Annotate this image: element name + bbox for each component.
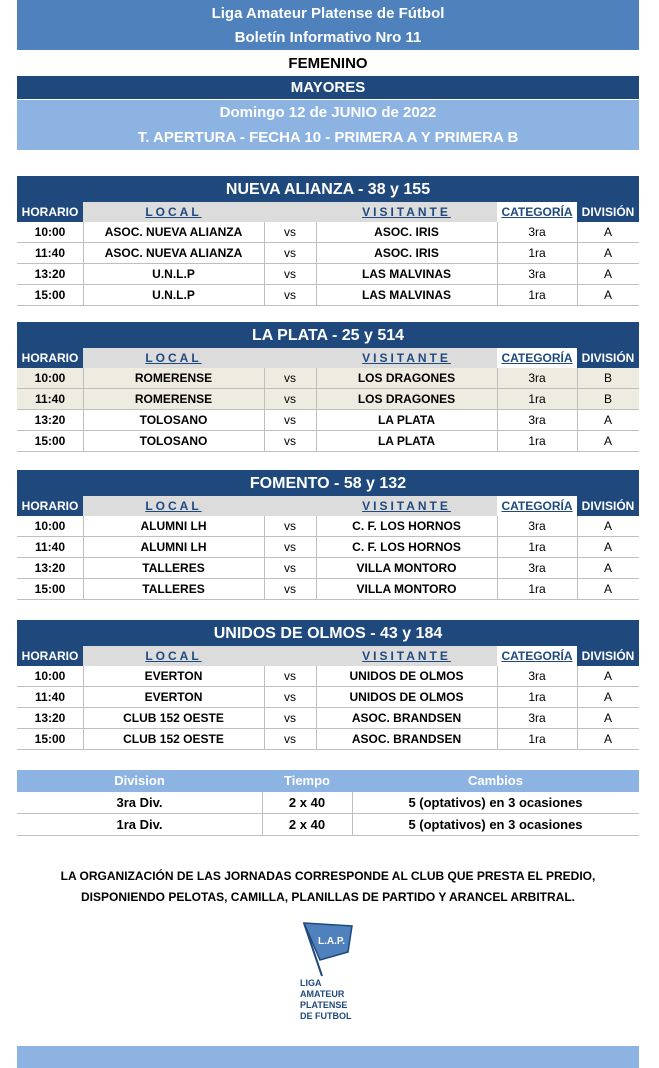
- match-division: A: [603, 413, 612, 427]
- rules-changes: 5 (optativos) en 3 ocasiones: [408, 795, 583, 810]
- match-local-team: U.N.L.P: [152, 288, 195, 302]
- column-header-category: CATEGORÍA: [497, 348, 577, 368]
- match-category: 3ra: [528, 413, 546, 427]
- match-time: 11:40: [34, 246, 66, 260]
- branch-label: FEMENINO: [17, 52, 639, 75]
- logo-line: PLATENSE: [300, 1000, 348, 1010]
- column-header-spacer: [264, 496, 316, 516]
- footer-bar: [17, 1046, 639, 1068]
- match-visitor-team: ASOC. IRIS: [374, 246, 439, 260]
- match-category: 1ra: [528, 690, 546, 704]
- column-header-division: DIVISIÓN: [577, 496, 639, 516]
- venue-table: [17, 620, 639, 750]
- match-category: 1ra: [528, 392, 546, 406]
- match-row: [17, 410, 639, 431]
- column-header-local: LOCAL: [83, 646, 264, 666]
- venue-table: [17, 322, 639, 452]
- match-time: 15:00: [34, 288, 66, 302]
- rules-division: 1ra Div.: [116, 817, 163, 832]
- match-time: 11:40: [34, 540, 66, 554]
- rules-row: [17, 814, 639, 836]
- venue-title: NUEVA ALIANZA - 38 y 155: [17, 176, 639, 202]
- match-time: 13:20: [34, 561, 66, 575]
- match-division: A: [603, 711, 612, 725]
- venue-title: LA PLATA - 25 y 514: [17, 322, 639, 348]
- match-vs: vs: [284, 690, 296, 704]
- column-header-visitor: VISITANTE: [316, 202, 497, 222]
- notice-line-2: DISPONIENDO PELOTAS, CAMILLA, PLANILLAS DE PARTIDO Y ARANCEL ARBITRAL.: [80, 890, 575, 904]
- match-division: A: [603, 690, 612, 704]
- match-time: 10:00: [34, 371, 66, 385]
- column-header-spacer: [264, 348, 316, 368]
- match-division: A: [603, 267, 612, 281]
- match-time: 10:00: [34, 519, 66, 533]
- match-row: [17, 431, 639, 452]
- match-local-team: TALLERES: [142, 561, 205, 575]
- match-time: 15:00: [34, 582, 66, 596]
- match-division: B: [603, 371, 612, 385]
- column-header-time: HORARIO: [17, 646, 83, 666]
- venue-title: UNIDOS DE OLMOS - 43 y 184: [17, 620, 639, 646]
- match-category: 3ra: [528, 669, 546, 683]
- match-local-team: TALLERES: [142, 582, 205, 596]
- column-header-local: LOCAL: [83, 202, 264, 222]
- match-vs: vs: [284, 288, 296, 302]
- column-header-category: CATEGORÍA: [497, 646, 577, 666]
- match-vs: vs: [284, 371, 296, 385]
- match-visitor-team: VILLA MONTORO: [356, 582, 457, 596]
- match-visitor-team: ASOC. IRIS: [374, 225, 439, 239]
- match-category: 1ra: [528, 288, 546, 302]
- match-category: 1ra: [528, 434, 546, 448]
- match-division: A: [603, 288, 612, 302]
- column-header-division: DIVISIÓN: [577, 202, 639, 222]
- column-header-spacer: [264, 202, 316, 222]
- logo-line: DE FUTBOL: [300, 1011, 352, 1021]
- match-category: 3ra: [528, 225, 546, 239]
- match-category: 3ra: [528, 519, 546, 533]
- match-row: [17, 264, 639, 285]
- match-division: A: [603, 246, 612, 260]
- column-header-row: [17, 202, 639, 222]
- column-header-visitor: VISITANTE: [316, 496, 497, 516]
- match-local-team: ASOC. NUEVA ALIANZA: [104, 246, 243, 260]
- rules-division: 3ra Div.: [116, 795, 163, 810]
- match-local-team: CLUB 152 OESTE: [123, 711, 224, 725]
- venue-title: FOMENTO - 58 y 132: [17, 470, 639, 496]
- rules-time: 2 x 40: [288, 795, 326, 810]
- rules-row: [17, 792, 639, 814]
- column-header-category: CATEGORÍA: [497, 496, 577, 516]
- match-visitor-team: LA PLATA: [377, 434, 436, 448]
- match-time: 15:00: [34, 434, 66, 448]
- column-header-division: DIVISIÓN: [577, 348, 639, 368]
- match-row: [17, 729, 639, 750]
- match-row: [17, 687, 639, 708]
- rules-header: [17, 770, 639, 792]
- column-header-time: HORARIO: [17, 496, 83, 516]
- match-vs: vs: [284, 434, 296, 448]
- match-row: [17, 558, 639, 579]
- match-visitor-team: LOS DRAGONES: [357, 392, 456, 406]
- match-local-team: ROMERENSE: [134, 392, 213, 406]
- column-header-division: DIVISIÓN: [577, 646, 639, 666]
- match-row: [17, 243, 639, 264]
- column-header-time: HORARIO: [17, 348, 83, 368]
- column-header-row: [17, 348, 639, 368]
- rules-changes: 5 (optativos) en 3 ocasiones: [408, 817, 583, 832]
- venue-table: [17, 176, 639, 306]
- match-visitor-team: C. F. LOS HORNOS: [352, 540, 461, 554]
- column-header-category: CATEGORÍA: [497, 202, 577, 222]
- match-visitor-team: LA PLATA: [377, 413, 436, 427]
- column-header-row: [17, 496, 639, 516]
- match-local-team: ALUMNI LH: [140, 519, 207, 533]
- rules-table: [17, 770, 639, 836]
- match-category: 3ra: [528, 371, 546, 385]
- column-header-spacer: [264, 646, 316, 666]
- column-header-local: LOCAL: [83, 348, 264, 368]
- match-vs: vs: [284, 267, 296, 281]
- match-local-team: U.N.L.P: [152, 267, 195, 281]
- match-row: [17, 285, 639, 306]
- rules-header-changes: Cambios: [468, 773, 523, 788]
- match-category: 3ra: [528, 561, 546, 575]
- match-division: A: [603, 732, 612, 746]
- match-category: 1ra: [528, 246, 546, 260]
- match-vs: vs: [284, 413, 296, 427]
- match-time: 15:00: [34, 732, 66, 746]
- match-row: [17, 537, 639, 558]
- match-time: 11:40: [34, 690, 66, 704]
- match-row: [17, 708, 639, 729]
- match-visitor-team: LOS DRAGONES: [357, 371, 456, 385]
- match-vs: vs: [284, 246, 296, 260]
- column-header-row: [17, 646, 639, 666]
- match-row: [17, 516, 639, 537]
- rules-header-time: Tiempo: [284, 773, 330, 788]
- match-time: 10:00: [34, 669, 66, 683]
- match-visitor-team: ASOC. BRANDSEN: [351, 732, 462, 746]
- match-vs: vs: [284, 392, 296, 406]
- rules-header-division: Division: [114, 773, 165, 788]
- flag-icon: [290, 918, 370, 978]
- match-division: A: [603, 225, 612, 239]
- match-visitor-team: C. F. LOS HORNOS: [352, 519, 461, 533]
- match-local-team: EVERTON: [144, 669, 203, 683]
- match-time: 13:20: [34, 413, 66, 427]
- column-header-visitor: VISITANTE: [316, 348, 497, 368]
- match-local-team: ALUMNI LH: [140, 540, 207, 554]
- tournament-round: T. APERTURA - FECHA 10 - PRIMERA A Y PRIMERA B: [17, 125, 639, 150]
- match-division: A: [603, 540, 612, 554]
- match-division: B: [603, 392, 612, 406]
- match-time: 10:00: [34, 225, 66, 239]
- logo-text: [300, 978, 352, 1022]
- match-row: [17, 368, 639, 389]
- match-local-team: TOLOSANO: [139, 434, 208, 448]
- match-category: 1ra: [528, 582, 546, 596]
- match-division: A: [603, 582, 612, 596]
- match-division: A: [603, 434, 612, 448]
- match-local-team: TOLOSANO: [139, 413, 208, 427]
- match-row: [17, 389, 639, 410]
- match-time: 11:40: [34, 392, 66, 406]
- match-row: [17, 579, 639, 600]
- flag-text: L.A.P.: [318, 936, 346, 947]
- match-division: A: [603, 669, 612, 683]
- league-title: Liga Amateur Platense de Fútbol: [17, 0, 639, 26]
- match-category: 1ra: [528, 732, 546, 746]
- match-visitor-team: VILLA MONTORO: [356, 561, 457, 575]
- column-header-local: LOCAL: [83, 496, 264, 516]
- match-local-team: CLUB 152 OESTE: [123, 732, 224, 746]
- venue-table: [17, 470, 639, 600]
- match-vs: vs: [284, 540, 296, 554]
- match-vs: vs: [284, 582, 296, 596]
- match-visitor-team: UNIDOS DE OLMOS: [349, 669, 464, 683]
- column-header-visitor: VISITANTE: [316, 646, 497, 666]
- category-label: MAYORES: [17, 76, 639, 99]
- match-vs: vs: [284, 669, 296, 683]
- match-time: 13:20: [34, 267, 66, 281]
- rules-time: 2 x 40: [288, 817, 326, 832]
- match-vs: vs: [284, 711, 296, 725]
- match-category: 1ra: [528, 540, 546, 554]
- match-visitor-team: ASOC. BRANDSEN: [351, 711, 462, 725]
- match-visitor-team: UNIDOS DE OLMOS: [349, 690, 464, 704]
- league-logo: [290, 918, 370, 1033]
- match-visitor-team: LAS MALVINAS: [361, 267, 452, 281]
- match-division: A: [603, 561, 612, 575]
- match-date: Domingo 12 de JUNIO de 2022: [17, 100, 639, 125]
- match-visitor-team: LAS MALVINAS: [361, 288, 452, 302]
- logo-line: LIGA: [300, 978, 322, 988]
- match-vs: vs: [284, 561, 296, 575]
- match-time: 13:20: [34, 711, 66, 725]
- column-header-time: HORARIO: [17, 202, 83, 222]
- match-division: A: [603, 519, 612, 533]
- match-category: 3ra: [528, 711, 546, 725]
- match-vs: vs: [284, 732, 296, 746]
- match-vs: vs: [284, 519, 296, 533]
- match-local-team: EVERTON: [144, 690, 203, 704]
- match-vs: vs: [284, 225, 296, 239]
- match-local-team: ROMERENSE: [134, 371, 213, 385]
- match-category: 3ra: [528, 267, 546, 281]
- bulletin-number: Boletín Informativo Nro 11: [17, 26, 639, 50]
- notice-line-1: LA ORGANIZACIÓN DE LAS JORNADAS CORRESPONDE AL CLUB QUE PRESTA EL PREDIO,: [60, 869, 596, 883]
- match-row: [17, 222, 639, 243]
- match-local-team: ASOC. NUEVA ALIANZA: [104, 225, 243, 239]
- logo-line: AMATEUR: [300, 989, 345, 999]
- match-row: [17, 666, 639, 687]
